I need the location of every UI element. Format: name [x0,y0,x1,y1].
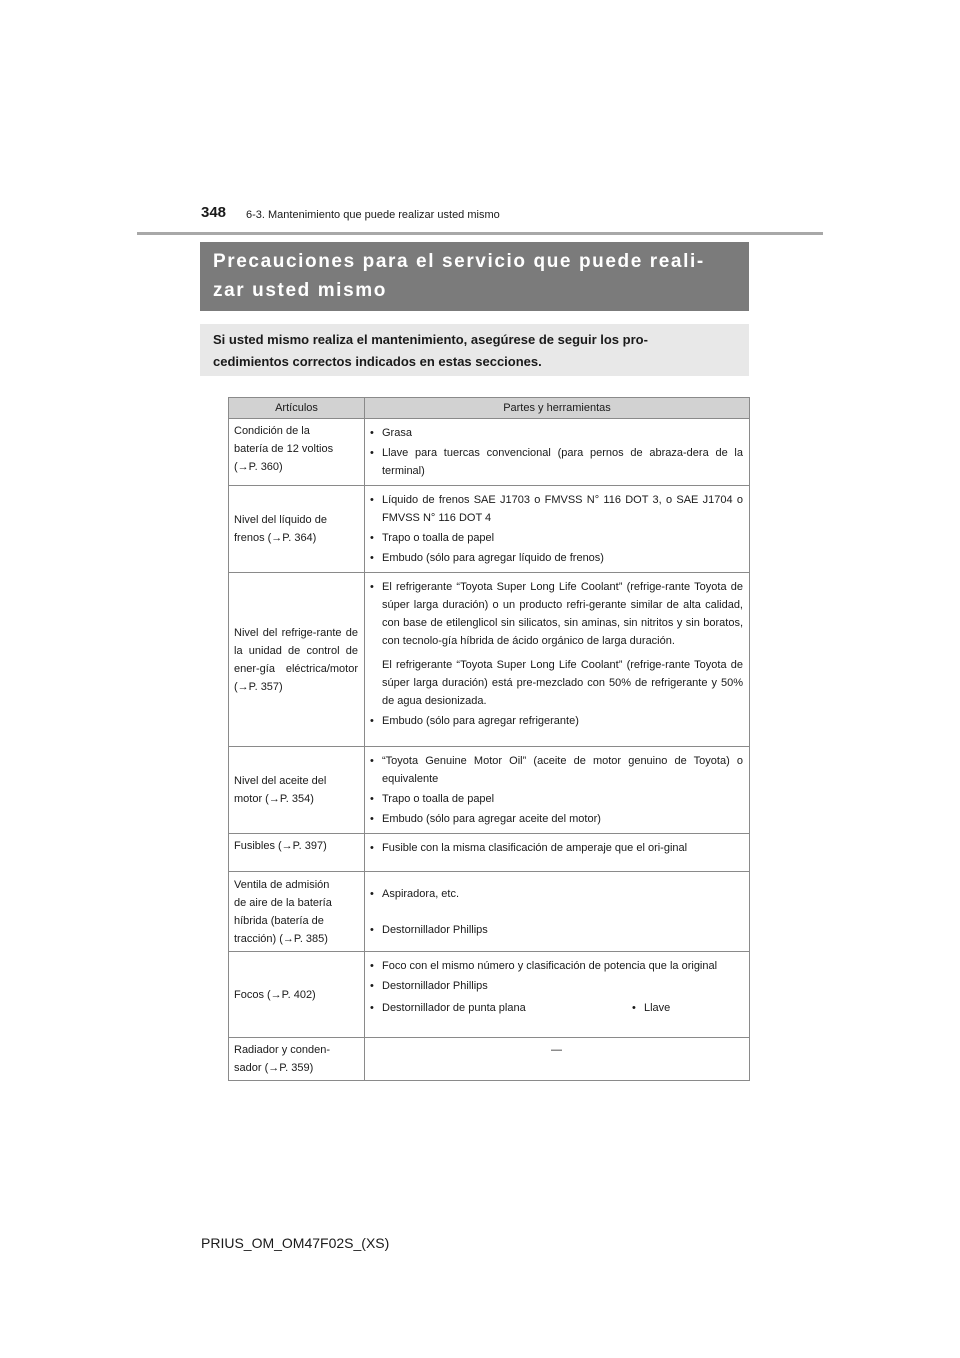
intro-text: Si usted mismo realiza el mantenimiento, asegúrese de seguir los pro- cedimientos correctos indicados en estas secciones. [200,324,749,376]
footer-code: PRIUS_OM_OM47F02S_(XS) [201,1235,390,1251]
list-item: • Embudo (sólo para agregar líquido de frenos) [370,549,743,567]
list-item: • Líquido de frenos SAE J1703 o FMVSS N° 116 DOT 3, o SAE J1704 o FMVSS N° 116 DOT 4 [370,491,743,527]
row-item: Radiador y conden- sador (→P. 359) [229,1038,365,1081]
list-item: • “Toyota Genuine Motor Oil” (aceite de motor genuino de Toyota) o equivalente [370,752,743,788]
row-item: Nivel del aceite del motor (→P. 354) [229,747,365,834]
list-item: • Llave para tuercas convencional (para pernos de abraza-dera de la terminal) [370,444,743,480]
list-item: • Destornillador de punta plana [370,999,632,1017]
row-parts [365,419,750,486]
list-item: • Destornillador Phillips [370,977,743,995]
parts-table [228,397,750,1081]
list-item: • Aspiradora, etc. [370,885,743,903]
list-item: • El refrigerante “Toyota Super Long Life Coolant” (refrige-rante Toyota de súper larga duración) o un producto refri-gerante similar de alta calidad, con base de etilenglicol sin silicatos, sin aminas, sin nitritos y sin boratos, con tecnolo-gía híbrida de ácido orgánico de larga duración. [370,578,743,650]
page-title: Precauciones para el servicio que puede reali- zar usted mismo [200,242,749,311]
page-number: 348 [201,204,227,221]
table-row [229,834,750,872]
row-parts [365,834,750,872]
row-item: Fusibles (→P. 397) [229,834,365,872]
row-item: Nivel del refrige-rante de la unidad de control de ener-gía eléctrica/motor (→P. 357) [229,573,365,747]
row-parts [365,573,750,747]
list-item: • Destornillador Phillips [370,921,743,939]
header-rule [137,232,823,235]
column-header-items: Artículos [229,398,365,419]
row-item: Nivel del líquido de frenos (→P. 364) [229,486,365,573]
row-parts [365,747,750,834]
table-row [229,952,750,1038]
list-item: • Fusible con la misma clasificación de amperaje que el ori-ginal [370,839,743,857]
column-header-parts: Partes y herramientas [365,398,750,419]
row-parts [365,486,750,573]
table-row [229,486,750,573]
list-item: • Grasa [370,424,743,442]
row-parts [365,952,750,1038]
list-item: • Trapo o toalla de papel [370,529,743,547]
table-row [229,573,750,747]
split-list [370,997,743,1019]
row-parts [365,1038,750,1081]
table-row [229,747,750,834]
row-item: Focos (→P. 402) [229,952,365,1038]
row-item: Ventila de admisión de aire de la batería híbrida (batería de tracción) (→P. 385) [229,872,365,952]
list-item: • Embudo (sólo para agregar aceite del motor) [370,810,743,828]
list-item: • Embudo (sólo para agregar refrigerante) [370,712,743,730]
table-header-row [229,398,750,419]
list-item: • Llave [632,999,670,1017]
table-row [229,872,750,952]
list-item: • Foco con el mismo número y clasificación de potencia que la original [370,957,743,975]
coolant-note: El refrigerante “Toyota Super Long Life Coolant” (refrige-rante Toyota de súper larga duración) está pre-mezclado con 50% de refrigerante y 50% de agua desionizada. [382,659,743,707]
empty-dash: — [551,1044,562,1056]
section-title: 6-3. Mantenimiento que puede realizar usted mismo [246,209,500,221]
row-item: Condición de la batería de 12 voltios (→P. 360) [229,419,365,486]
row-parts [365,872,750,952]
list-item: • Trapo o toalla de papel [370,790,743,808]
table-row [229,419,750,486]
table-row [229,1038,750,1081]
